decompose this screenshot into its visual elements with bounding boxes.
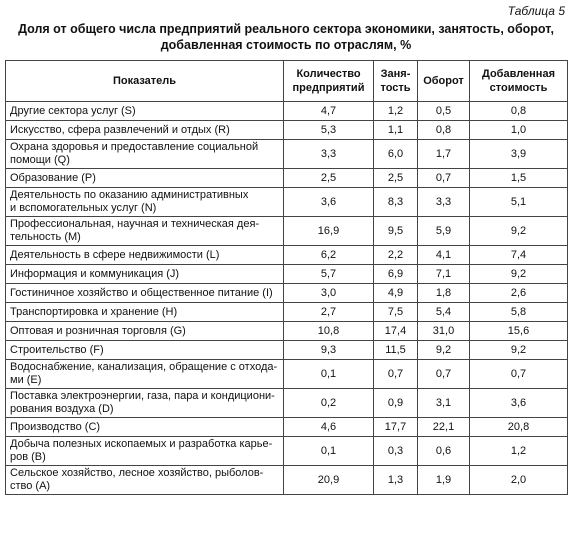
cell-turnover: 0,7	[418, 360, 470, 389]
cell-employment: 6,0	[374, 140, 418, 169]
table-row	[6, 303, 568, 322]
cell-enterprise-count: 10,8	[284, 322, 374, 341]
cell-enterprise-count: 0,1	[284, 360, 374, 389]
header-enterprise-count-line-1: Количество	[296, 68, 361, 80]
row-label	[6, 437, 284, 466]
cell-employment: 9,5	[374, 217, 418, 246]
header-turnover: Оборот	[418, 61, 470, 102]
cell-enterprise-count: 5,3	[284, 121, 374, 140]
cell-value-added: 5,1	[470, 188, 568, 217]
row-label	[6, 217, 284, 246]
cell-employment: 1,3	[374, 466, 418, 495]
cell-turnover: 0,7	[418, 169, 470, 188]
row-label-line-1: Образование (P)	[10, 171, 96, 184]
row-label	[6, 389, 284, 418]
cell-turnover: 1,7	[418, 140, 470, 169]
table-row	[6, 341, 568, 360]
row-label	[6, 265, 284, 284]
row-label-line-2: рования воздуха (D)	[10, 403, 114, 415]
cell-enterprise-count: 3,6	[284, 188, 374, 217]
cell-enterprise-count: 9,3	[284, 341, 374, 360]
cell-employment: 0,3	[374, 437, 418, 466]
row-label-line-2: ми (E)	[10, 374, 42, 386]
cell-employment: 11,5	[374, 341, 418, 360]
row-label-line-1: Охрана здоровья и предоставление социальной	[10, 141, 259, 153]
header-employment-line-2: тость	[380, 82, 411, 94]
table-number: Таблица 5	[507, 4, 565, 18]
row-label-line-1: Оптовая и розничная торговля (G)	[10, 324, 186, 337]
cell-enterprise-count: 3,3	[284, 140, 374, 169]
cell-value-added: 3,9	[470, 140, 568, 169]
cell-value-added: 9,2	[470, 217, 568, 246]
table-row	[6, 121, 568, 140]
table-row	[6, 322, 568, 341]
cell-employment: 0,7	[374, 360, 418, 389]
table-row	[6, 284, 568, 303]
row-label-line-1: Водоснабжение, канализация, обращение с отхода-	[10, 361, 278, 373]
table-row	[6, 418, 568, 437]
cell-value-added: 15,6	[470, 322, 568, 341]
row-label-line-1: Транспортировка и хранение (H)	[10, 305, 178, 318]
table-row	[6, 265, 568, 284]
row-label	[6, 246, 284, 265]
row-label-line-1: Деятельность по оказанию административных	[10, 189, 249, 201]
cell-employment: 1,2	[374, 102, 418, 121]
cell-employment: 2,2	[374, 246, 418, 265]
header-value-added	[470, 61, 568, 102]
row-label-line-1: Другие сектора услуг (S)	[10, 104, 136, 117]
row-label-line-1: Сельское хозяйство, лесное хозяйство, рыболов-	[10, 467, 264, 479]
cell-enterprise-count: 4,6	[284, 418, 374, 437]
cell-turnover: 3,1	[418, 389, 470, 418]
table-row	[6, 169, 568, 188]
row-label	[6, 466, 284, 495]
row-label-line-2: и вспомогательных услуг (N)	[10, 202, 157, 214]
cell-value-added: 2,0	[470, 466, 568, 495]
cell-turnover: 5,4	[418, 303, 470, 322]
cell-value-added: 9,2	[470, 265, 568, 284]
header-enterprise-count	[284, 61, 374, 102]
row-label	[6, 360, 284, 389]
table-row	[6, 246, 568, 265]
cell-employment: 0,9	[374, 389, 418, 418]
row-label	[6, 140, 284, 169]
header-employment	[374, 61, 418, 102]
cell-value-added: 20,8	[470, 418, 568, 437]
cell-turnover: 9,2	[418, 341, 470, 360]
cell-turnover: 22,1	[418, 418, 470, 437]
row-label-line-1: Добыча полезных ископаемых и разработка карье-	[10, 438, 273, 450]
table-row	[6, 360, 568, 389]
row-label	[6, 303, 284, 322]
cell-value-added: 9,2	[470, 341, 568, 360]
header-row	[6, 61, 568, 102]
cell-turnover: 0,8	[418, 121, 470, 140]
header-indicator: Показатель	[6, 61, 284, 102]
cell-employment: 17,7	[374, 418, 418, 437]
cell-enterprise-count: 2,7	[284, 303, 374, 322]
cell-enterprise-count: 0,2	[284, 389, 374, 418]
cell-value-added: 2,6	[470, 284, 568, 303]
row-label	[6, 341, 284, 360]
cell-employment: 2,5	[374, 169, 418, 188]
cell-employment: 17,4	[374, 322, 418, 341]
cell-enterprise-count: 5,7	[284, 265, 374, 284]
table-title-line-1: Доля от общего числа предприятий реального сектора экономики, занятость, оборот,	[18, 22, 554, 36]
cell-turnover: 3,3	[418, 188, 470, 217]
cell-enterprise-count: 2,5	[284, 169, 374, 188]
row-label-line-2: помощи (Q)	[10, 154, 70, 166]
table-row	[6, 102, 568, 121]
row-label-line-1: Производство (C)	[10, 420, 101, 433]
table-title	[6, 21, 566, 53]
row-label-line-1: Гостиничное хозяйство и общественное питание (I)	[10, 286, 273, 299]
row-label	[6, 169, 284, 188]
row-label-line-1: Строительство (F)	[10, 343, 104, 356]
cell-value-added: 5,8	[470, 303, 568, 322]
cell-value-added: 3,6	[470, 389, 568, 418]
cell-value-added: 1,0	[470, 121, 568, 140]
table-row	[6, 389, 568, 418]
cell-turnover: 1,9	[418, 466, 470, 495]
cell-employment: 8,3	[374, 188, 418, 217]
row-label-line-1: Информация и коммуникация (J)	[10, 267, 180, 280]
cell-enterprise-count: 16,9	[284, 217, 374, 246]
cell-value-added: 0,7	[470, 360, 568, 389]
row-label	[6, 322, 284, 341]
row-label-line-1: Искусство, сфера развлечений и отдых (R)	[10, 123, 230, 136]
data-table	[5, 60, 568, 495]
row-label-line-1: Поставка электроэнергии, газа, пара и кондициони-	[10, 390, 275, 402]
cell-turnover: 31,0	[418, 322, 470, 341]
cell-value-added: 1,2	[470, 437, 568, 466]
cell-enterprise-count: 4,7	[284, 102, 374, 121]
cell-employment: 4,9	[374, 284, 418, 303]
cell-turnover: 0,6	[418, 437, 470, 466]
table-row	[6, 437, 568, 466]
table-body	[6, 102, 568, 495]
row-label-line-1: Профессиональная, научная и техническая дея-	[10, 218, 260, 230]
cell-enterprise-count: 0,1	[284, 437, 374, 466]
row-label	[6, 102, 284, 121]
cell-enterprise-count: 3,0	[284, 284, 374, 303]
header-employment-line-1: Заня-	[380, 68, 411, 80]
cell-turnover: 7,1	[418, 265, 470, 284]
cell-value-added: 0,8	[470, 102, 568, 121]
cell-enterprise-count: 20,9	[284, 466, 374, 495]
cell-enterprise-count: 6,2	[284, 246, 374, 265]
cell-value-added: 1,5	[470, 169, 568, 188]
table-row	[6, 217, 568, 246]
row-label-line-2: тельность (M)	[10, 231, 81, 243]
cell-turnover: 4,1	[418, 246, 470, 265]
cell-turnover: 5,9	[418, 217, 470, 246]
cell-turnover: 0,5	[418, 102, 470, 121]
table-row	[6, 140, 568, 169]
table-row	[6, 466, 568, 495]
row-label-line-2: ров (B)	[10, 451, 46, 463]
cell-employment: 1,1	[374, 121, 418, 140]
cell-value-added: 7,4	[470, 246, 568, 265]
table-title-line-2: добавленная стоимость по отраслям, %	[160, 38, 412, 52]
row-label-line-2: ство (A)	[10, 480, 51, 492]
row-label	[6, 418, 284, 437]
cell-employment: 7,5	[374, 303, 418, 322]
row-label	[6, 284, 284, 303]
row-label	[6, 188, 284, 217]
cell-turnover: 1,8	[418, 284, 470, 303]
header-enterprise-count-line-2: предприятий	[292, 82, 365, 94]
row-label	[6, 121, 284, 140]
row-label-line-1: Деятельность в сфере недвижимости (L)	[10, 248, 220, 261]
cell-employment: 6,9	[374, 265, 418, 284]
table-row	[6, 188, 568, 217]
header-value-added-line-1: Добавленная	[481, 68, 555, 80]
header-value-added-line-2: стоимость	[489, 82, 548, 94]
